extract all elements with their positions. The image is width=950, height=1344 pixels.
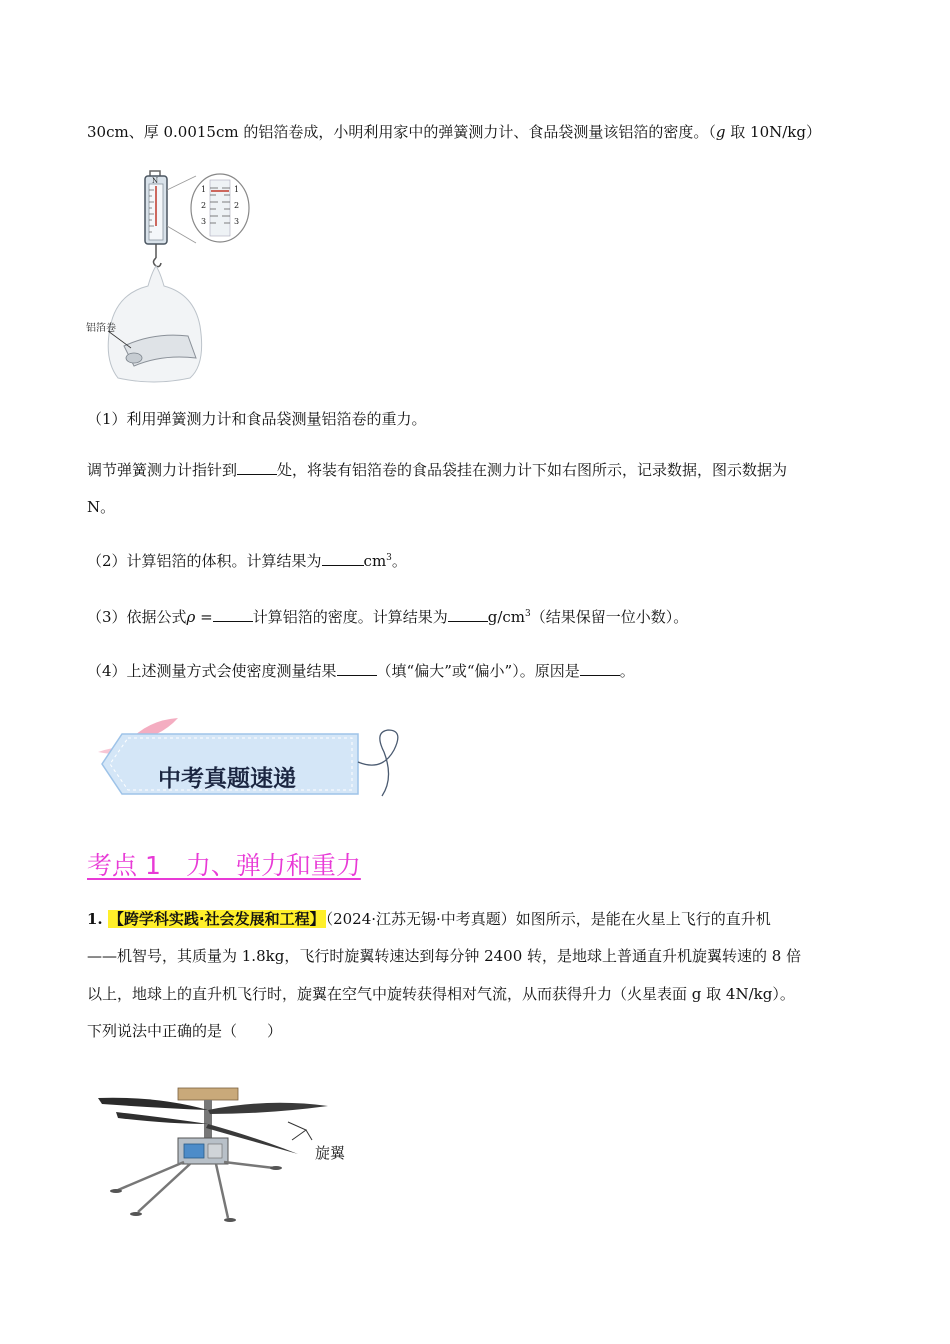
spring-scale-figure xyxy=(86,168,286,383)
helicopter-figure xyxy=(98,1078,378,1228)
rotor-label: 旋翼 xyxy=(315,1144,346,1162)
scale-unit: N xyxy=(152,177,159,185)
question-4: （4）上述测量方式会使密度测量结果 （填“偏大”或“偏小”）。原因是 。 xyxy=(87,662,635,680)
question-1: （1）利用弹簧测力计和食品袋测量铝箔卷的重力。 xyxy=(87,410,427,428)
problem-1-line-4: 下列说法中正确的是（ ） xyxy=(87,1022,283,1040)
answer-blank[interactable] xyxy=(213,606,253,622)
scale-mark-2: 2 xyxy=(201,201,207,210)
question-2: （2）计算铝箔的体积。计算结果为 $cm^3$。 xyxy=(87,552,407,570)
question-1-detail: 调节弹簧测力计指针到 处，将装有铝箔卷的食品袋挂在测力计下如右图所示，记录数据，图示数据为 xyxy=(87,461,788,479)
scale-mark-3: 3 xyxy=(201,217,207,226)
answer-blank[interactable] xyxy=(580,660,620,676)
problem-1-line-1: 1. 【跨学科实践·社会发展和工程】（2024·江苏无锡·中考真题）如图所示，是能在火星上飞行的直升机 xyxy=(87,910,771,928)
question-1-detail-end: N。 xyxy=(87,498,116,516)
answer-blank[interactable] xyxy=(322,550,364,566)
section-heading: 考点 1 力、弹力和重力 xyxy=(87,851,361,880)
section-banner xyxy=(88,712,418,812)
problem-tag: 【跨学科实践·社会发展和工程】 xyxy=(108,910,325,928)
food-bag xyxy=(108,266,201,382)
foil-roll-label: 铝箔卷 xyxy=(86,323,116,334)
answer-blank[interactable] xyxy=(448,606,488,622)
question-3: （3）依据公式ρ = 计算铝箔的密度。计算结果为 $g/cm^3$（结果保留一位小数）。 xyxy=(87,608,689,626)
scale-mark-1: 1 xyxy=(201,185,207,194)
problem-1-line-2: ——机智号，其质量为 1.8kg，飞行时旋翼转速达到每分钟 2400 转，是地球上普通直升机旋翼转速的 8 倍 xyxy=(87,947,802,965)
scale-mark-1-right: 1 xyxy=(234,185,240,194)
scale-mark-2-right: 2 xyxy=(234,201,240,210)
answer-blank[interactable] xyxy=(237,459,277,475)
banner-title: 中考真题速递 xyxy=(158,766,296,792)
answer-blank[interactable] xyxy=(337,660,377,676)
intro-line: 30cm、厚 0.0015cm 的铝箔卷成，小明利用家中的弹簧测力计、食品袋测量该铝箔的密度。（g 取 10N/kg） xyxy=(87,123,821,141)
scale-mark-3-right: 3 xyxy=(234,217,240,226)
spring-scale-illustration xyxy=(86,168,286,383)
problem-1-line-3: 以上，地球上的直升机飞行时，旋翼在空气中旋转获得相对气流，从而获得升力（火星表面 g 取 4N/kg）。 xyxy=(87,985,795,1003)
